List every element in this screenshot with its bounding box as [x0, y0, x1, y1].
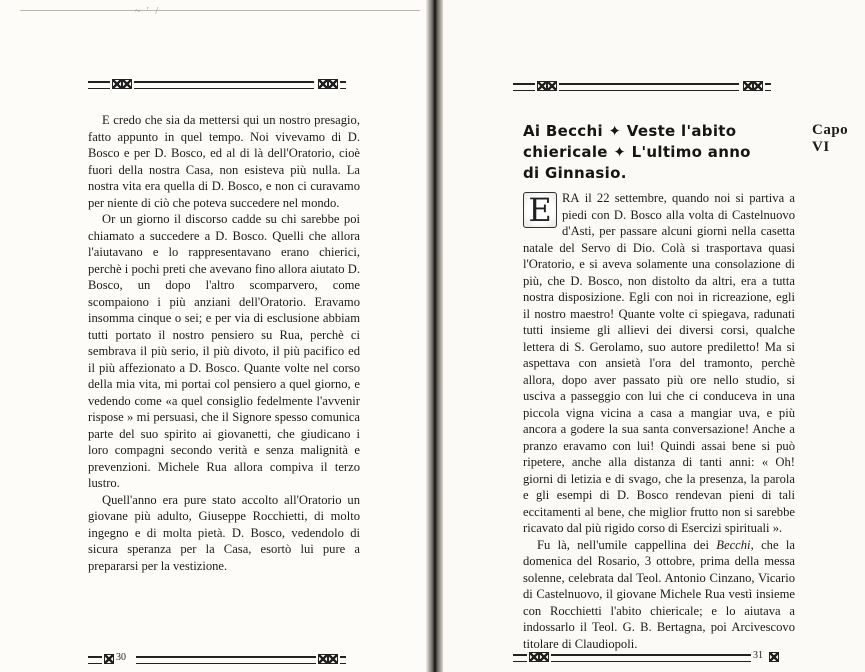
first-words: RA	[562, 191, 580, 205]
paragraph-text: , che la domenica del Rosario, 3 ottobre, prima della messa solenne, celebrata dal Teol. Antonio Cinzano, Vicario di Castelnuovo, il giovane Michele Rua vestì insieme con Rocchietti l'abito chiericale; e lo aiutava a indossarlo il Teol. G. B. Bertagna, poi Arcivescovo titolare di Claudiopoli.	[523, 537, 795, 651]
ornament-box-icon	[537, 81, 547, 91]
paragraph: E credo che sia da mettersi qui un nostro presagio, fatto appunto in quel tempo. Noi vivevamo di D. Bosco e per D. Bosco, ed al di là dell'Oratorio, cioè fuori della nostra Casa, non esisteva più nulla. La nostra vita era quella di D. Bosco, e non ci curavamo per niente di ciò che poteva succedere nel mondo.	[88, 113, 360, 210]
right-body-text	[523, 190, 795, 652]
chapter-label: Capo VI	[812, 122, 849, 155]
ornament-box-icon	[328, 79, 338, 89]
left-body-text	[88, 112, 360, 574]
header-ornament	[513, 81, 771, 93]
ornament-box-icon	[753, 81, 763, 91]
ornament-box-icon	[539, 652, 549, 662]
header-ornament	[88, 79, 346, 91]
page-number: 30	[116, 652, 126, 663]
ornament-box-icon	[112, 79, 122, 89]
ornament-box-icon	[328, 654, 338, 664]
footer-ornament	[513, 652, 785, 664]
footer-ornament	[88, 654, 346, 666]
paragraph-text: Fu là, nell'umile cappellina dei	[537, 537, 717, 552]
top-rule	[20, 10, 420, 11]
italic-word: Becchi	[716, 537, 751, 552]
book-spine	[426, 0, 444, 672]
ornament-box-icon	[122, 79, 132, 89]
ornament-box-icon	[529, 652, 539, 662]
ornament-box-icon	[743, 81, 753, 91]
drop-cap-initial: E	[523, 192, 557, 228]
ornament-box-icon	[547, 81, 557, 91]
paragraph-text: il 22 settembre, quando noi si partiva a piedi con D. Bosco alla volta di Castelnuovo d'Asti, per passare alcuni giorni nella casetta natale del Servo di Dio. Colà si trasportava quasi l'Oratorio, e si aveva solamente una consolazione di più, che D. Bosco, non distolto da altri, era a tutta nostra disposizione. Egli con noi in ricreazione, egli il nostro maestro! Quante volte ci spiegava, radunati tutti insieme gli allievi dei diversi corsi, qualche lettera di S. Gerolamo, suo autore prediletto! Ma si aspettava con ansietà l'ora del tramonto, perchè allora, dopo aver passato più ore nello studio, si usciva a passeggio con lui che ci conduceva in una piccola vigna vicina a casa a mangiar uva, e più ancora a godere la sua santa conversazione! Anche a pranzo eravamo con lui! Quindi assai bene si può ripetere, anche alla distanza di tanti anni: « Oh! giorni di letizia e di svago, che la presenza, la parola e gli esempi di D. Bosco rendevan pieni di tali eccitamenti al bene, che miglior frutto non si sarebbe ricavato dal più rigido corso di Esercizi spirituali ».	[523, 191, 795, 535]
ornament-box-icon	[318, 79, 328, 89]
paragraph	[523, 537, 795, 653]
ornament-box-icon	[318, 654, 328, 664]
chapter-title: Ai Becchi ✦ Veste l'abito chiericale ✦ L'ultimo anno di Ginnasio.	[523, 122, 751, 182]
paragraph: Or un giorno il discorso cadde su chi sarebbe poi chiamato a succedere a D. Bosco. Quelli che allora l'aiutavano e lo rappresentavano erano chierici, perchè i pochi preti che avevano fino allora aiutato D. Bosco, un dopo l'altro scomparvero, come scompaiono i più anziani dell'Oratorio. Eravamo insomma cinque o sei; e per via di esclusione abbiam tutti portato il nostro pensiero su Rua, perchè ci sembrava il più serio, il più divoto, il più pacifico ed il più affezionato a D. Bosco. Quante volte nel corso della mia vita, mi portai col pensiero a quel giorno, e vedendo come «a quel consiglio fedelmente l'avvenir rispose » mi persuasi, che il Signore spesso comunica parte del suo spirito ai giovanetti, che giudicano i loro compagni secondo verità e senza malignità e prevenzioni. Michele Rua allora compiva il terzo lustro.	[88, 212, 360, 490]
paragraph: Quell'anno era pure stato accolto all'Oratorio un giovane più adulto, Giuseppe Rocchietti, di molto ingegno e di molta pietà. D. Bosco, vedendolo di sicura speranza per la Casa, esortò lui pure a prepararsi per la vestizione.	[88, 492, 360, 573]
pencil-mark: ~ ' /	[135, 6, 160, 17]
ornament-box-icon	[769, 652, 779, 662]
paragraph	[523, 190, 795, 537]
right-page	[443, 0, 865, 672]
page-number: 31	[753, 650, 763, 661]
ornament-box-icon	[104, 654, 114, 664]
